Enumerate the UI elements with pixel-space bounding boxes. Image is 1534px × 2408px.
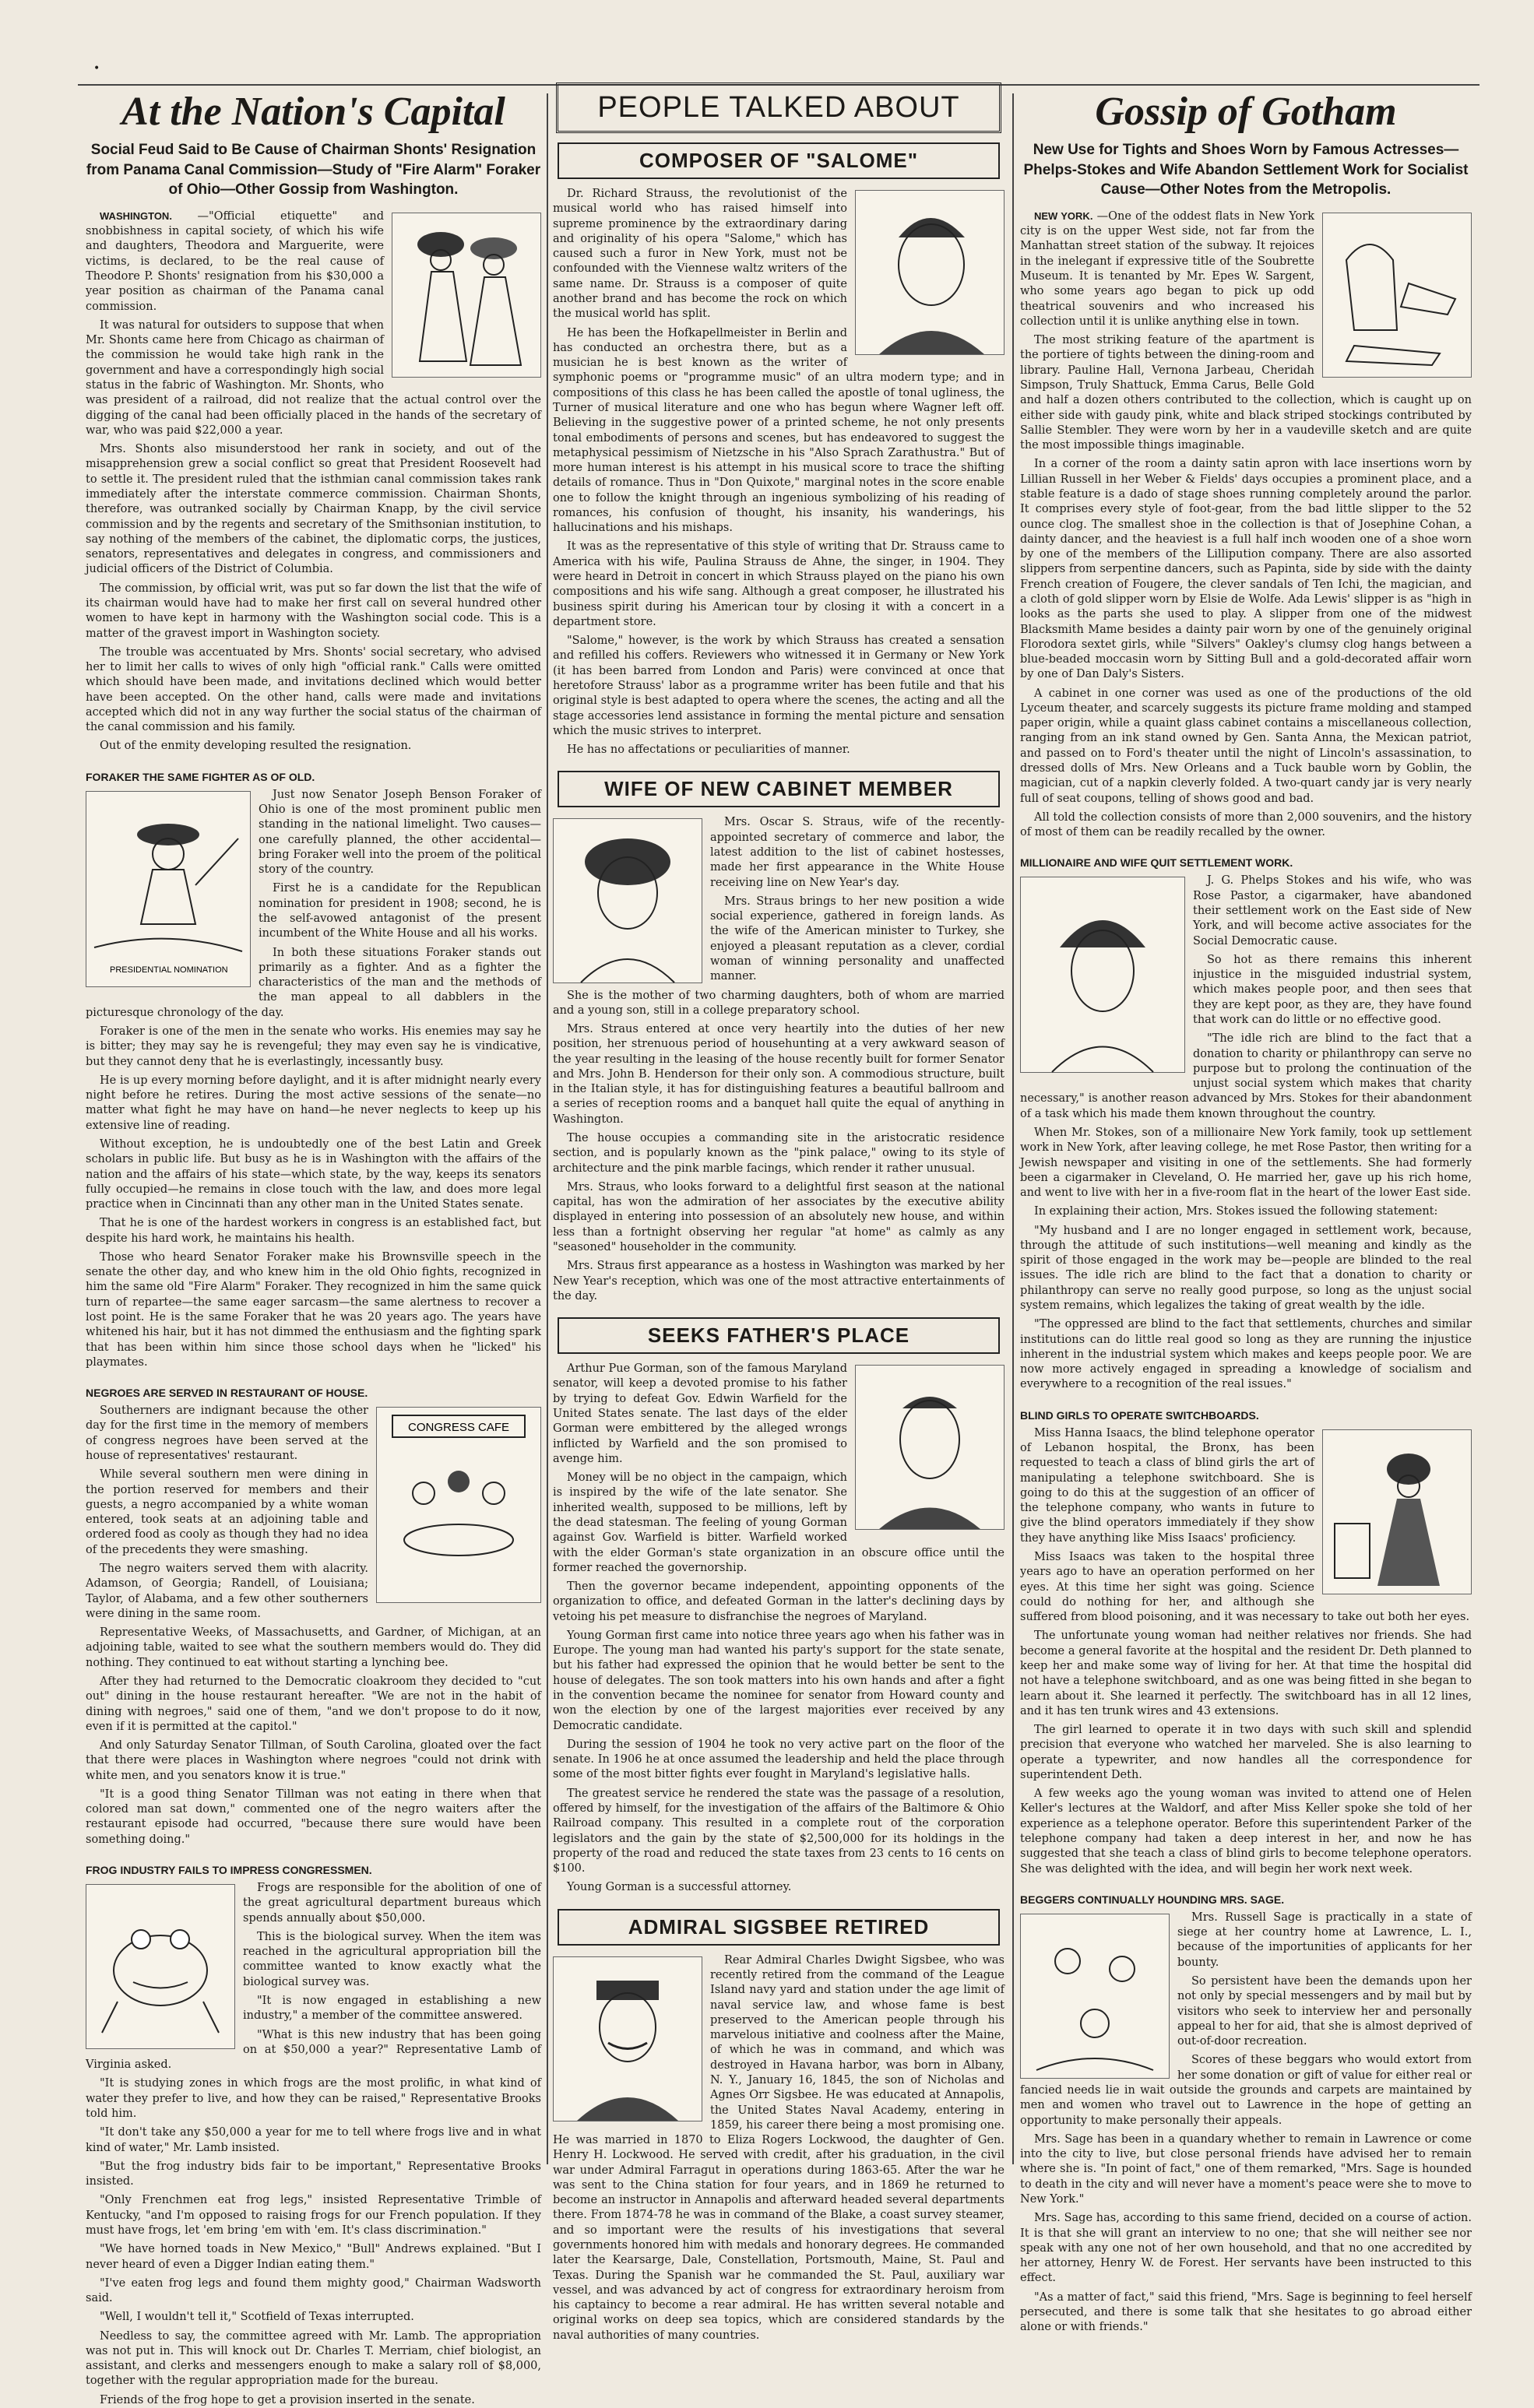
fathers-place-heading: SEEKS FATHER'S PLACE (558, 1317, 1000, 1354)
article-paragraph: The commission, by official writ, was put so far down the list that the wife of its chairman would have had to make her first call on several hundred other women to have kept in harmony with the Washington social code. This is a matter of the gravest import in Washington society. (86, 582, 541, 640)
article-paragraph: Mrs. Straus entered at once very heartily into the duties of her new position, her strenuous period of househunting at a very awkward season of the year resulting in the leasing of the house recently built for former Senator and Mrs. John B. Henderson for their only son. A commodious structure, built in the Italian style, it has for distinguishing features a beautiful ballroom and a series of reception rooms and a banquet hall quite the equal of anything in Washington. (553, 1023, 1004, 1126)
negroes-heading: NEGROES ARE SERVED IN RESTAURANT OF HOUSE. (86, 1387, 368, 1400)
article-paragraph: "It is studying zones in which frogs are the most prolific, in what kind of water they prefer to live, and how they can be raised," Representative Brooks told him. (86, 2077, 541, 2120)
cafe-sign-text: CONGRESS CAFE (407, 1421, 510, 1435)
article-paragraph: Just now Senator Joseph Benson Foraker of Ohio is one of the most prominent public men standing in the national limelight. Two causes—one carefully planned, the other accidental—bring Foraker well into the proem of the political story of the country. (259, 788, 541, 877)
article-paragraph: In a corner of the room a dainty satin apron with lace insertions worn by Lillian Russell in her Weber & Fields' days occupies a prominent place, and a stable feature is a dado of stage shoes running completely around the parlor. It comprises every style of foot-gear, from the bad little slipper to the 52 ounce clog. The smallest shoe in the collection is that of Josephine Cohan, a dainty dancer, and the heaviest is a full half inch wooden one of a shoe worn by one of the members of the Lillipution company. There are also assorted slippers from serpentine dancers, such as Papinta, side by side with the dainty French creation of Fougere, the clever sandals of Ten Ichi, the magician, and a cloth of gold slipper worn by Elsie de Wolfe. Ada Lewis' slipper is as "high in looks as the parts she used to play. A slipper from one of the midwest Blacksmith Mame besides a dainty pair worn by one of the genuinely original Florodora sextet girls, while "Silvers" Oakley's clumsy clog hangs between a blue-beaded moccasin worn by Sitting Bull and a gold-decorated affair worn by one of Dan Daly's Sisters. (1020, 458, 1472, 681)
article-paragraph: Mrs. Straus brings to her new position a wide social experience, gathered in foreign lands. As the wife of the American minister to Turkey, she enjoyed a pleasant reputation as a clever, cordial woman of winning personality and unaffected manner. (710, 895, 1004, 983)
article-paragraph: The girl learned to operate it in two days with such skill and splendid precision that everyone who watched her marveled. She is also learning to operate a typewriter, and now handles all the correspondence for superintendent Deth. (1020, 1724, 1472, 1781)
article-paragraph: "But the frog industry bids fair to be important," Representative Brooks insisted. (86, 2160, 541, 2188)
article-paragraph: "I've eaten frog legs and found them mighty good," Chairman Wadsworth said. (86, 2276, 541, 2305)
article-paragraph: Then the governor became independent, appointing opponents of the organization to office, and defeated Gorman in the latter's declining days by vetoing his pet measure to disfranchise the negroes of Maryland. (553, 1580, 1004, 1623)
article-paragraph: "My husband and I are no longer engaged in settlement work, because, through the attitude of such institutions—well meaning and kindly as the spirit of those engaged in the work may be—people are blinded to the real issues. The idle rich are blind to the fact that a donation to charity or philanthropy can serve no really good purpose, so long as the unjust social system remains, which legalizes the taking of great wealth by the idle. (1020, 1224, 1472, 1313)
section-title: At the Nation's Capital (121, 90, 505, 134)
article-paragraph: Dr. Richard Strauss, the revolutionist of the musical world who has raised himself into supreme prominence by the extraordinary daring and originality of his opera "Salome," which has caused such a furor in New York, must not be confounded with the Viennese waltz writers of the same name. Dr. Strauss is a composer of quite another brand and has become the rock on which the musical world has split. (553, 188, 847, 321)
article-paragraph: "We have horned toads in New Mexico," "Bull" Andrews explained. "But I never heard of even a Digger Indian eating them." (86, 2243, 541, 2271)
article-paragraph: First he is a candidate for the Republican nomination for president in 1908; second, he is the self-avowed antagonist of the present incumbent of the White House and all his works. (259, 882, 541, 940)
gorman-portrait (855, 1365, 1004, 1530)
article-paragraph: During the session of 1904 he took no very active part on the floor of the senate. In 1906 he at once assumed the leadership and held the place through some of the most bitter fights ever fought in Maryland's legislative halls. (553, 1738, 1004, 1781)
article-paragraph: Mrs. Sage has, according to this same friend, decided on a course of action. It is that she will grant an interview to no one; that she will neither see nor speak with any one not of her own household, and that no one accredited by her attorney, Henry W. de Forest. Her servants have been instructed to this effect. (1020, 2212, 1472, 2285)
article-paragraph: Those who heard Senator Foraker make his Brownsville speech in the senate the other day, and who knew him in the old Ohio fights, recognized in him the same old "Fire Alarm" Foraker. They recognized in him the same quick turn of repartee—the same eager sarcasm—the same alertness to recover a lost point. He is the same Foraker that he was 20 years ago. The years have whitened his hair, but it has not dimmed the enthusiasm and the fighting spark that has been within him since those school days when he "licked" his playmates. (86, 1250, 541, 1369)
millionaire-heading: MILLIONAIRE AND WIFE QUIT SETTLEMENT WORK. (1020, 856, 1293, 870)
mrs-straus-portrait (553, 818, 702, 983)
article-paragraph: When Mr. Stokes, son of a millionaire New York family, took up settlement work in New York, after leaving college, he met Rose Pastor, then writing for a Jewish newspaper and visiting in one of the settlements. She had formerly been a cigarmaker in Cleveland, O. He married her, gave up his rich home, and went to live with her in a five-room flat in the heart of the lower East side. (1020, 1126, 1472, 1200)
article-paragraph: A few weeks ago the young woman was invited to attend one of Helen Keller's lectures at the Waldorf, and after Miss Keller spoke she told of her experience as a telephone operator. Before this superintendent Parker of the telephone company had taken a deep interest in her, and now he has suggested that she teach a class of blind girls to become telephone operators. She was delighted with the idea, and will begin her work next week. (1020, 1788, 1472, 1875)
article-paragraph: It was natural for outsiders to suppose that when Mr. Shonts came here from Chicago as chairman of the commission he would take high rank in the government and have a correspondingly high social status in the fabric of Washington. Mr. Shonts, who was president of a railroad, did not realize that the actual control over the digging of the canal had been officially placed in the hands of the secretary of war, who was paid $22,000 a year. (86, 318, 541, 437)
frogs-heading: FROG INDUSTRY FAILS TO IMPRESS CONGRESSMEN. (86, 1864, 372, 1877)
article-paragraph: "It is now engaged in establishing a new industry," a member of the committee answered. (243, 1995, 541, 2023)
article-paragraph: Young Gorman first came into notice three years ago when his father was in Europe. The young man had wanted his party's support for the state senate, but his father had expressed the opinion that he would better be sent to the house of delegates. The son took matters into his own hands and after a fight in the convention became the nominee for senator from Howard county and won the election by one of the largest majorities ever received by any Democratic candidate. (553, 1629, 1004, 1732)
section-title: PEOPLE TALKED ABOUT (556, 83, 1001, 133)
article-paragraph: The most striking feature of the apartment is the portiere of tights between the dining-room and library. Pauline Hall, Vernona Jarbeau, Cheridah Simpson, Truly Shattuck, Emma Carus, Belle Gold and half a dozen others contributed to the collection, which is caught up on either side with gaudy pink, white and black striped stockings contributed by Sallie Stembler. They were worn by her in a vaudeville sketch and are quite the most impossible things imaginable. (1020, 334, 1472, 452)
article-paragraph: He has been the Hofkapellmeister in Berlin and has conducted an orchestra there, but as a musician he is best known as the writer of symphonic poems or "programme music" of an ultra modern type; and in compositions of this class he has been called the apostle of tonal ugliness, the Turner of musical literature and one who has begun where Wagner left off. Believing in the suggestive power of a printed scheme, he not only presents tonal embodiments of persons and scenes, but has endeavored to suggest the metaphysical pessimism of Nietzsche in his "Also Sprach Zarathustra." But of more human interest is his attempt in his musical score to trace the shifting details of romance. Thus in "Don Quixote," marginal notes in the score enable one to follow the knight through an ingenious symbolizing of his reading of romances, his confusion of thought, his insanity, his wanderings, his hallucinations and his mishaps. (553, 326, 1004, 535)
article-paragraph: Money will be no object in the campaign, which is inspired by the wife of the late senator. She inherited wealth, supposed to be millions, left by the dead statesman. The feeling of young Gorman against Gov. Warfield is bitter. Warfield worked with the elder Gorman's state organization in an obscure office until the former reached the governorship. (553, 1471, 1004, 1574)
article-paragraph: It was as the representative of this style of writing that Dr. Strauss came to America with his wife, Paulina Strauss de Ahne, the singer, in 1904. They were heard in Detroit in concert in which Strauss played on the piano his own compositions and his wife sang. Although a great composer, he illustrated his business spirit during his American tour by closing it with a concert in a department store. (553, 540, 1004, 628)
article-paragraph: And only Saturday Senator Tillman, of South Carolina, gloated over the fact that there were places in Washington where negroes "could not drink with white men, and you senators know it is true." (86, 1739, 541, 1782)
article-paragraph: Miss Hanna Isaacs, the blind telephone operator of Lebanon hospital, the Bronx, has been requested to teach a class of blind girls the art of manipulating a telephone switchboard. She is going to do this at the suggestion of an officer of the telephone company, who wants in future to give the blind operators immediately if they show they have anything like Miss Isaacs' proficiency. (1020, 1426, 1314, 1545)
article-paragraph: Miss Isaacs was taken to the hospital three years ago to have an operation performed on her eyes. At this time her sight was going. Science could do nothing for her, and although she suffered from blood poisoning, and it was necessary to take out both her eyes. (1020, 1550, 1470, 1624)
article-paragraph: Mrs. Oscar S. Straus, wife of the recently-appointed secretary of commerce and labor, the latest addition to the list of cabinet hostesses, made her first appearance in the White House receiving line on New Year's day. (710, 816, 1004, 889)
column-rule-2 (1012, 93, 1014, 2164)
article-paragraph: "As a matter of fact," said this friend, "Mrs. Sage is beginning to feel herself persecuted, and there is some talk that she hesitates to go abroad either alone or with friends." (1020, 2290, 1472, 2334)
section-deck: New Use for Tights and Shoes Worn by Famous Actresses—Phelps-Stokes and Wife Abandon Settlement Work for Socialist Cause—Other Notes from the Metropolis. (1023, 142, 1469, 199)
article-paragraph: Representative Weeks, of Massachusetts, and Gardner, of Michigan, at an adjoining table, waited to see what the southern members would do. They did nothing. They continued to eat without starting a lynching bee. (86, 1626, 541, 1669)
article-paragraph: The negro waiters served them with alacrity. Adamson, of Georgia; Randell, of Louisiana; Taylor, of Alabama, and a few other southerners were dining in the same room. (86, 1562, 368, 1620)
strauss-portrait (855, 190, 1004, 355)
article-paragraph: "Salome," however, is the work by which Strauss has created a sensation and refilled his coffers. Reviewers who witnessed it in Germany or New York (it has been barred from London and Paris) were convinced at once that heretofore Strauss' labor as a programme writer has been futile and that his original style is best adapted to opera where the scenes, the acting and all the stage accessories lend assistance in forming the mental picture and sensation which the music strives to interpret. (553, 635, 1004, 737)
article-paragraph: Frogs are responsible for the abolition of one of the great agricultural department bureaus which spends annually about $50,000. (243, 1882, 541, 1925)
article-paragraph: Needless to say, the committee agreed with Mr. Lamb. The appropriation was not put in. This will knock out Dr. Charles T. Merriam, chief biologist, an assistant, and clerks and messengers enough to make a salary roll of $8,000, together with the regular appropriation made for the bureau. (86, 2329, 541, 2388)
sigsbee-portrait (553, 1956, 702, 2122)
beggars-illustration (1020, 1914, 1170, 2079)
article-paragraph: "What is this new industry that has been going on at $50,000 a year?" Representative Lamb of Virginia asked. (86, 2028, 541, 2072)
article-paragraph: "Only Frenchmen eat frog legs," insisted Representative Trimble of Kentucky, "and I'm opposed to raising frogs for our French population. If they must have frogs, let 'em bring 'em with 'em. It's class discrimination." (86, 2194, 541, 2237)
article-paragraph: While several southern men were dining in the portion reserved for members and their guests, a negro accompanied by a white woman entered, took seats at an adjoining table and ordered food as cooly as though they had no idea of the precedents they were smashing. (86, 1468, 368, 1556)
page-mark: • (93, 62, 100, 75)
article-paragraph: He has no affectations or peculiarities of manner. (567, 743, 850, 757)
article-paragraph: J. G. Phelps Stokes and his wife, who was Rose Pastor, a cigarmaker, have abandoned their settlement work on the East side of New York, and will become active associates for the Social Democratic cause. (1193, 874, 1472, 947)
article-paragraph: Mrs. Sage has been in a quandary whether to remain in Lawrence or come into the city to live, but close personal friends have advised her to remain where she is. "In point of fact," one of them remarked, "Mrs. Sage is hounded to death in the city and will never have a moment's peace were she to move to New York." (1020, 2132, 1472, 2206)
article-paragraph: The trouble was accentuated by Mrs. Shonts' social secretary, who advised her to limit her calls to wives of only high "official rank." Calls were omitted which should have been made, and invitations declined which would better have been accepted. On the other hand, calls were made and invitations accepted which did not in any way further the social status of the chairman of the canal commission and his family. (86, 645, 541, 734)
article-paragraph: Rear Admiral Charles Dwight Sigsbee, who was recently retired from the command of the League Island navy yard and station under the age limit of naval service law, and whose fame is best preserved to the American people through his marvelous initiative and coolness after the Maine, of which he was in command, and which was destroyed in Havana harbor, was born in Albany, N. Y., January 16, 1845, the son of Nicholas and Agnes Orr Sigsbee. He was educated at Annapolis, the United States Naval Academy, entering in 1859, his career there being a most promising one. He was married in 1870 to Eliza Rogers Lockwood, the daughter of Gen. Henry H. Lockwood. He served with credit, after his graduation, in the civil war under Admiral Farragut in operations during 1863-65. After the war he was sent to the China station for four years, and in 1869 he returned to become an instructor in Annapolis and afterward headed several departments there. From 1874-78 he was in command of the Blake, a coast survey steamer, and so important were the results of his investigations that several governments honored him with medals and honorary degrees. He commanded later the Kearsarge, Dale, Constellation, Portsmouth, Maine, St. Paul and Texas. During the Spanish war he commanded the St. Paul, auxiliary war vessel, and was advanced by act of congress for extraordinary heroism from his captaincy to become a rear admiral. He has written several notable and original works on deep sea topics, which are considered standards by the naval authorities of many countries. (553, 1953, 1004, 2342)
article-paragraph: Arthur Pue Gorman, son of the famous Maryland senator, will keep a devoted promise to his father by trying to defeat Gov. Edwin Warfield for the United States senate. The last days of the elder Gorman were embittered by the alleged wrongs inflicted by Warfield and the son promised to avenge him. (553, 1362, 847, 1465)
article-paragraph: Scores of these beggars who would extort from her some donation or gift of value for either real or fancied needs lie in wait outside the grounds and carpets are maintained by men and women who travel out to Lawrence in the hope of getting an opportunity to make personally their appeals. (1020, 2054, 1472, 2127)
column-people-talked-about (553, 78, 1004, 2342)
article-paragraph: In both these situations Foraker stands out primarily as a fighter. And as a fighter the characteristics of the man and the methods of the man appeal to all dabblers in the picturesque chronology of the day. (86, 946, 541, 1019)
article-paragraph: Foraker is one of the men in the senate who works. His enemies may say he is bitter; they may say he is revengeful; they may even say he is vindicative, but they cannot deny that he is everlastingly, incessantly busy. (86, 1025, 541, 1068)
article-paragraph: —"Official etiquette" and snobbishness in capital society, of which his wife and daughters, Theodora and Marguerite, were victims, is declared, to be the real cause of Theodore P. Shonts' resignation from his $30,000 a year position as chairman of the Panama canal commission. (86, 209, 385, 313)
article-paragraph: The house occupies a commanding site in the aristocratic residence section, and is popularly known as the "pink palace," owing to its style of architecture and the pink marble facings, which render it rather unusual. (553, 1132, 1004, 1175)
article-paragraph: Mrs. Shonts also misunderstood her rank in society, and out of the misapprehension grew a social conflict so great that President Roosevelt had to settle it. The president ruled that the isthmian canal commission takes rank immediately after the interstate commerce commission. Chairman Shonts, therefore, was outranked socially by Chairman Knapp, by the civil service commission and by the regents and secretary of the Smithsonian institution, to say nothing of the members of the cabinet, the diplomatic corps, the justices, senators, representatives and delegates in congress, and commissioners and judicial officers of the District of Columbia. (86, 443, 541, 576)
article-paragraph: Without exception, he is undoubtedly one of the best Latin and Greek scholars in public life. But busy as he is in Washington with the affairs of the nation and the affairs of his state—which state, by the way, keeps its senators fully occupied—he remains in close touch with the law, and does more legal practice when in Cincinnati than any other man in the United States senate. (86, 1137, 541, 1211)
section-title: Gossip of Gotham (1095, 90, 1397, 134)
foraker-cartoon-illustration (86, 791, 251, 987)
article-paragraph: The greatest service he rendered the state was the passage of a resolution, offered by himself, for the investigation of the affairs of the Baltimore & Ohio Railroad company. This resulted in a complete rout of the corporation legislators and the gain by the state of $2,500,000 for its holdings in the property of the road and reduced the state taxes from 23 cents to 16 cents on $100. (553, 1787, 1004, 1875)
article-paragraph: "The oppressed are blind to the fact that settlements, churches and similar institutions can do little real good so long as they are running the injustice inherent in the industrial system which makes and keeps people poor. We are now more actively engaged in spreading a knowledge of socialism and everywhere to a recognition of the real issues." (1020, 1318, 1472, 1391)
article-paragraph: "It is a good thing Senator Tillman was not eating in there when that colored man sat down," commented one of the negro waiters after the restaurant episode had occurred, "because there sure would have been something doing." (86, 1788, 541, 1846)
article-paragraph: —One of the oddest flats in New York city is on the upper West side, not far from the Manhattan street station of the subway. It rejoices in the inelegant if expressive title of the Soubrette Museum. It is tenanted by Mr. Epes W. Sargent, who some years ago began to pick up odd theatrical souvenirs and who increased his collection until it is unlike anything else in town. (1020, 209, 1315, 328)
article-paragraph: That he is one of the hardest workers in congress is an established fact, but despite his hard work, he maintains his health. (86, 1217, 541, 1245)
article-paragraph: Southerners are indignant because the other day for the first time in the memory of members of congress negroes have been served at the house of representatives' restaurant. (86, 1404, 368, 1463)
column-gossip-of-gotham (1020, 78, 1472, 2334)
article-paragraph: Mrs. Russell Sage is practically in a state of siege at her country home at Lawrence, L. I., because of the importunities of applicants for her bounty. (1177, 1911, 1472, 1969)
article-paragraph: A cabinet in one corner was used as one of the productions of the old Lyceum theater, and scarcely suggests its picture frame molding and stamped paper origin, while a quaint glass cabinet contains a miscellaneous collection, ranging from an ink stand owned by Gen. Santa Anna, the Mexican patriot, and passed on to Ford's theater until the night of Lincoln's assassination, to dressed dolls of Mrs. New Orleans and a Tuck bauble worn by Goblin, the magician, cut of a napkin cleverly folded. A two-quart candy jar is very nearly full of seat coupons, telling of shows good and bad. (1020, 687, 1472, 805)
article-paragraph: All told the collection consists of more than 2,000 souvenirs, and the history of most of them can be readily recalled by the owner. (1020, 810, 1472, 839)
article-paragraph: After they had returned to the Democratic cloakroom they decided to "cut out" dining in the house restaurant hereafter. "We are not in the habit of dining with negroes," said one of them, "and we don't propose to do it now, even if it is permitted at the capitol." (86, 1675, 541, 1733)
article-paragraph: "Well, I wouldn't tell it," Scotfield of Texas interrupted. (100, 2311, 414, 2324)
cabinet-wife-heading: WIFE OF NEW CABINET MEMBER (558, 771, 1000, 807)
cartoon-sign-text: PRESIDENTIAL NOMINATION (110, 965, 228, 975)
article-paragraph: In explaining their action, Mrs. Stokes issued the following statement: (1034, 1205, 1438, 1218)
article-paragraph: He is up every morning before daylight, and it is after midnight nearly every night before he retires. During the most active sessions of the senate—no matter what fight he may have on hand—he never neglects to keep up his extensive line of reading. (86, 1074, 541, 1132)
article-paragraph: She is the mother of two charming daughters, both of whom are married and a young son, still in a college preparatory school. (553, 989, 1004, 1017)
foraker-heading: FORAKER THE SAME FIGHTER AS OF OLD. (86, 770, 315, 783)
article-paragraph: "The idle rich are blind to the fact that a donation to charity or philanthropy can serve no purpose but to prolong the continuation of the unjust social system which makes that charity necessary," is another reason advanced by Mrs. Stokes for their abandonment of a task which his made them known throughout the country. (1020, 1032, 1472, 1120)
section-deck: Social Feud Said to Be Cause of Chairman Shonts' Resignation from Panama Canal Commission—Study of "Fire Alarm" Foraker of Ohio—Other Gossip from Washington. (86, 142, 541, 199)
mrs-stokes-portrait (1020, 877, 1185, 1073)
article-paragraph: The unfortunate young woman had neither relatives nor friends. She had become a general favorite at the hospital and the resident Dr. Deth planned to keep her and make some way of living for her. At that time the hospital did not have a telephone switchboard, and as one was being fitted in she began to learn about it. She learned it perfectly. The switchboard has in all 12 lines, and it has ten trunk wires and 43 extensions. (1020, 1629, 1472, 1717)
society-women-illustration (392, 213, 541, 378)
article-paragraph: Mrs. Straus first appearance as a hostess in Washington was marked by her New Year's reception, which was one of the most attractive entertainments of the day. (553, 1260, 1004, 1302)
article-paragraph: Out of the enmity developing resulted the resignation. (100, 740, 412, 753)
column-nations-capital (86, 78, 541, 2406)
article-paragraph: Friends of the frog hope to get a provision inserted in the senate. (100, 2393, 475, 2406)
switchboard-operator-illustration (1322, 1429, 1472, 1594)
dateline: WASHINGTON. (100, 209, 172, 222)
article-paragraph: This is the biological survey. When the item was reached in the agricultural appropriation bill the committee wanted to know exactly what the biological survey was. (243, 1930, 541, 1988)
blind-girls-heading: BLIND GIRLS TO OPERATE SWITCHBOARDS. (1020, 1408, 1259, 1422)
article-paragraph: So hot as there remains this inherent injustice in the misguided industrial system, which makes people poor, and then sees that they are kept poor, as they are, they have found that work can do little or no effective good. (1193, 953, 1472, 1026)
congress-cafe-illustration (376, 1407, 541, 1603)
article-paragraph: So persistent have been the demands upon her not only by special messengers and by mail but by visitors who seek to interview her and personally appeal to her for aid, that she is almost deprived of out-of-door recreation. (1177, 1975, 1472, 2048)
sigsbee-heading: ADMIRAL SIGSBEE RETIRED (558, 1909, 1000, 1946)
article-paragraph: Mrs. Straus, who looks forward to a delightful first season at the national capital, has won the admiration of her associates by the executive ability displayed in entering into possession of an absolutely new house, and within less than a fortnight observing her regular "at home" as calmly as any "seasoned" householder in the community. (553, 1180, 1004, 1253)
dateline: NEW YORK. (1034, 209, 1093, 222)
column-rule-1 (547, 93, 548, 2164)
article-paragraph: Young Gorman is a successful attorney. (567, 1881, 792, 1894)
frog-illustration (86, 1884, 235, 2049)
beggars-heading: BEGGERS CONTINUALLY HOUNDING MRS. SAGE. (1020, 1893, 1285, 1906)
article-paragraph: "It don't take any $50,000 a year for me to tell where frogs live and in what kind of water," Mr. Lamb insisted. (86, 2126, 541, 2154)
salome-heading: COMPOSER OF "SALOME" (558, 142, 1000, 179)
stage-shoes-illustration (1322, 213, 1472, 378)
